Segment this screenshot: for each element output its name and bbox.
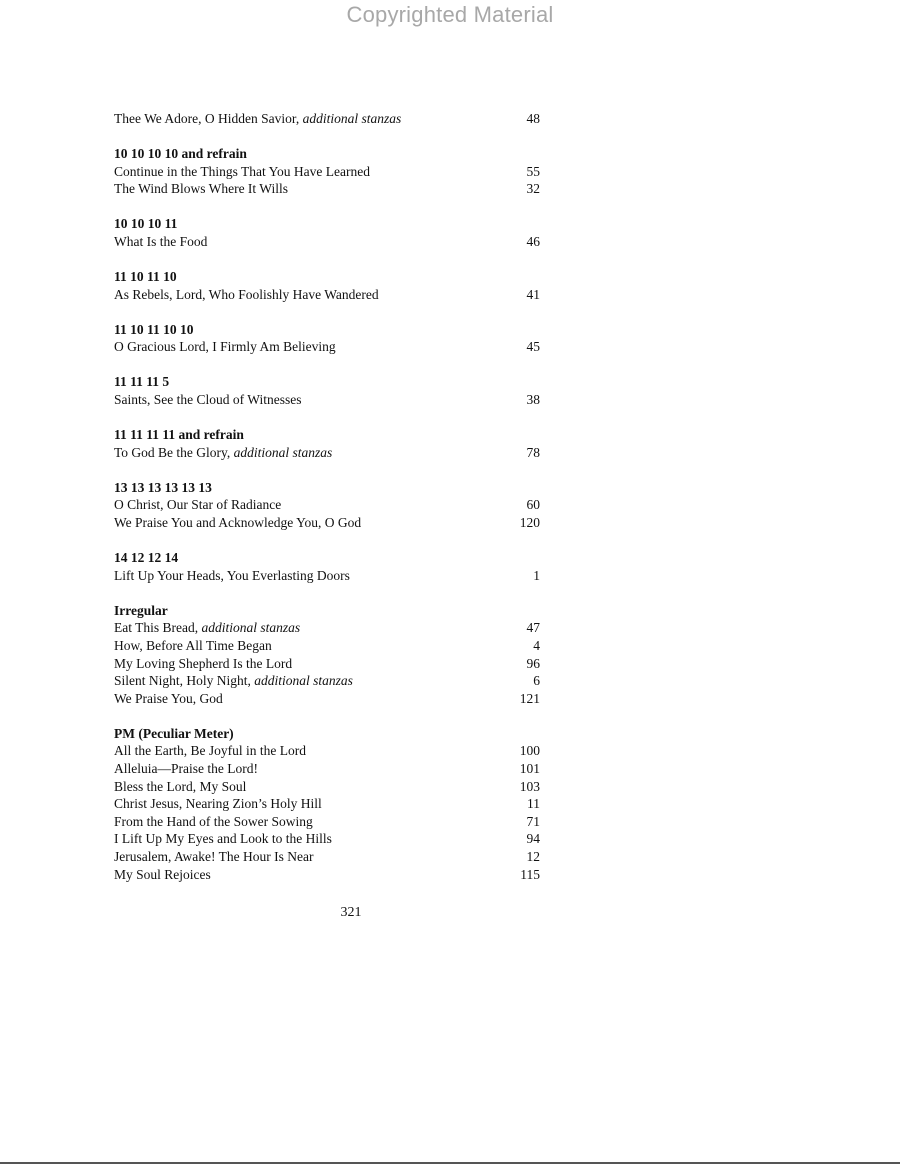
- meter-heading: 10 10 10 10 and refrain: [114, 146, 247, 162]
- hymn-entry: [114, 391, 540, 409]
- hymn-number: 4: [533, 637, 540, 653]
- hymn-title: [114, 866, 211, 884]
- hymn-entry: [114, 110, 540, 128]
- hymn-title-text: O Gracious Lord, I Firmly Am Believing: [114, 339, 336, 355]
- hymn-title: [114, 690, 223, 708]
- copyright-watermark: Copyrighted Material: [346, 2, 554, 27]
- hymn-title-text: The Wind Blows Where It Wills: [114, 181, 289, 197]
- meter-group: [114, 373, 540, 408]
- hymn-title: [114, 163, 370, 181]
- meter-group: [114, 268, 540, 303]
- meter-heading: 14 12 12 14: [114, 550, 179, 566]
- hymn-title: [114, 338, 336, 356]
- hymn-entry: [114, 286, 540, 304]
- hymn-entry: [114, 672, 540, 690]
- hymn-number: 121: [519, 690, 540, 706]
- hymn-title: [114, 778, 246, 796]
- hymn-number: 100: [519, 743, 540, 759]
- meter-index-list: [114, 110, 540, 901]
- meter-heading: 11 10 11 10: [114, 269, 177, 285]
- hymn-title: [114, 655, 292, 673]
- hymn-title-text: Alleluia—Praise the Lord!: [114, 761, 258, 777]
- meter-group: [114, 602, 540, 708]
- hymn-title-text: Saints, See the Cloud of Witnesses: [114, 392, 302, 408]
- hymn-title: [114, 391, 301, 409]
- hymn-title-text: We Praise You and Acknowledge You, O God: [114, 515, 362, 530]
- page-number: 321: [340, 905, 362, 920]
- hymn-title: [114, 110, 401, 128]
- hymn-number: 101: [519, 761, 540, 777]
- hymn-number: 11: [527, 796, 540, 812]
- hymn-title: [114, 286, 379, 304]
- meter-heading: 13 13 13 13 13 13: [114, 479, 212, 495]
- hymn-note: additional stanzas: [201, 620, 301, 636]
- meter-heading: 11 11 11 5: [114, 374, 170, 390]
- meter-heading: 11 11 11 11 and refrain: [114, 427, 244, 443]
- hymn-title: [114, 848, 313, 866]
- hymn-title: [114, 813, 313, 831]
- hymn-entry: [114, 690, 540, 708]
- hymn-title-text: I Lift Up My Eyes and Look to the Hills: [114, 831, 332, 847]
- hymn-title-text: Jerusalem, Awake! The Hour Is Near: [114, 849, 314, 864]
- hymn-number: 71: [526, 813, 540, 829]
- meter-heading: Irregular: [114, 602, 168, 618]
- hymn-title: [114, 444, 332, 462]
- hymn-entry: [114, 496, 540, 514]
- hymn-number: 38: [526, 392, 540, 408]
- hymn-title-text: O Christ, Our Star of Radiance: [114, 497, 282, 513]
- hymn-note: additional stanzas: [302, 111, 402, 126]
- hymn-title: [114, 496, 281, 514]
- meter-group: [114, 479, 540, 532]
- hymn-title-text: To God Be the Glory,: [114, 444, 234, 460]
- hymn-number: 45: [526, 339, 540, 355]
- hymn-title-text: Eat This Bread,: [114, 620, 202, 636]
- hymn-title-text: From the Hand of the Sower Sowing: [114, 813, 313, 829]
- hymn-entry: [114, 163, 540, 181]
- hymn-title: [114, 233, 207, 251]
- hymn-entry: [114, 813, 540, 831]
- meter-group: [114, 426, 540, 461]
- meter-heading: 11 10 11 10 10: [114, 321, 194, 337]
- hymn-number: 12: [526, 849, 540, 864]
- hymn-title: [114, 514, 361, 532]
- hymn-title-text: How, Before All Time Began: [114, 637, 272, 653]
- hymn-title: [114, 830, 332, 848]
- meter-group: [114, 549, 540, 584]
- hymn-title-text: We Praise You, God: [114, 690, 223, 706]
- hymn-entry: [114, 655, 540, 673]
- hymn-entry: [114, 637, 540, 655]
- hymn-number: 48: [526, 111, 540, 126]
- hymn-title-text: What Is the Food: [114, 233, 208, 249]
- hymn-number: 60: [526, 497, 540, 513]
- hymn-title-text: Lift Up Your Heads, You Everlasting Doors: [114, 567, 350, 583]
- hymn-entry: [114, 742, 540, 760]
- hymn-number: 47: [526, 620, 540, 636]
- hymn-number: 103: [519, 778, 540, 794]
- hymn-entry: [114, 778, 540, 796]
- hymn-number: 96: [526, 655, 540, 671]
- hymn-entry: [114, 760, 540, 778]
- hymn-entry: [114, 795, 540, 813]
- hymn-entry: [114, 233, 540, 251]
- hymn-entry: [114, 338, 540, 356]
- hymn-title: [114, 795, 322, 813]
- meter-heading: PM (Peculiar Meter): [114, 725, 234, 741]
- hymn-title-text: Continue in the Things That You Have Learned: [114, 163, 370, 179]
- meter-heading: 10 10 10 11: [114, 216, 178, 232]
- hymn-entry: [114, 567, 540, 585]
- hymn-title-text: My Loving Shepherd Is the Lord: [114, 655, 293, 671]
- hymn-title: [114, 742, 306, 760]
- hymn-number: 46: [526, 233, 540, 249]
- hymn-number: 55: [526, 163, 540, 179]
- hymn-number: 120: [519, 515, 540, 530]
- hymn-entry: [114, 848, 540, 866]
- hymn-number: 115: [520, 866, 540, 882]
- meter-group: [114, 725, 540, 883]
- hymn-entry: [114, 444, 540, 462]
- hymn-title-text: Thee We Adore, O Hidden Savior,: [114, 111, 303, 126]
- meter-group: [114, 110, 540, 128]
- hymn-title: [114, 619, 300, 637]
- hymn-title: [114, 760, 258, 778]
- hymn-entry: [114, 619, 540, 637]
- hymn-number: 94: [526, 831, 540, 847]
- hymn-entry: [114, 830, 540, 848]
- hymn-entry: [114, 180, 540, 198]
- hymn-number: 1: [533, 567, 540, 583]
- meter-group: [114, 321, 540, 356]
- hymn-title: [114, 637, 272, 655]
- meter-group: [114, 145, 540, 198]
- hymn-entry: [114, 866, 540, 884]
- hymn-title: [114, 180, 288, 198]
- hymn-number: 6: [533, 673, 540, 689]
- hymn-entry: [114, 514, 540, 532]
- hymn-title-text: Christ Jesus, Nearing Zion’s Holy Hill: [114, 796, 322, 812]
- hymn-number: 78: [526, 444, 540, 460]
- hymn-title: [114, 567, 350, 585]
- hymn-title-text: My Soul Rejoices: [114, 866, 211, 882]
- hymn-note: additional stanzas: [233, 444, 333, 460]
- hymn-title-text: As Rebels, Lord, Who Foolishly Have Wandered: [114, 286, 379, 302]
- hymn-title-text: Silent Night, Holy Night,: [114, 673, 255, 689]
- hymn-title-text: Bless the Lord, My Soul: [114, 778, 247, 794]
- hymn-number: 32: [526, 181, 540, 197]
- hymn-number: 41: [526, 286, 540, 302]
- meter-group: [114, 215, 540, 250]
- hymn-note: additional stanzas: [254, 673, 353, 689]
- hymn-title: [114, 672, 353, 690]
- hymn-title-text: All the Earth, Be Joyful in the Lord: [114, 743, 306, 759]
